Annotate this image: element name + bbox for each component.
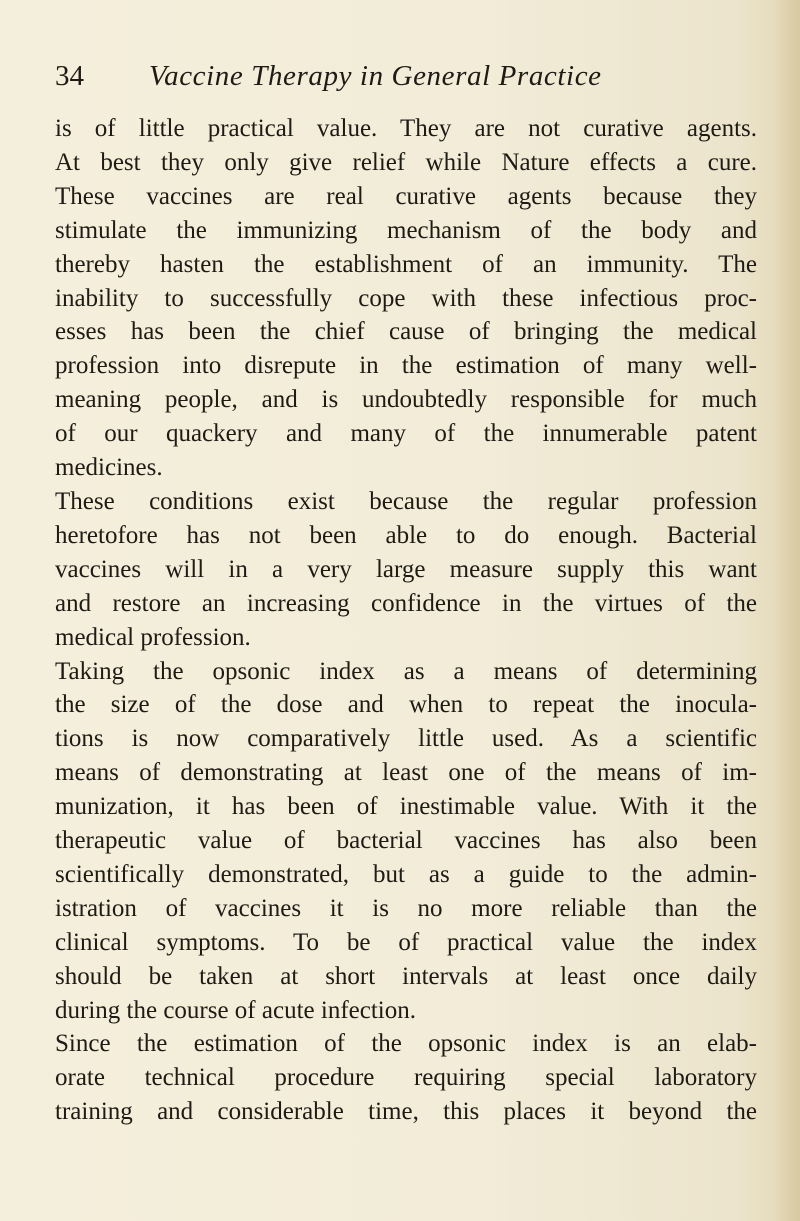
page-edge-shadow bbox=[774, 0, 800, 1221]
text-line: medical profession. bbox=[55, 623, 251, 651]
text-line: during the course of acute infection. bbox=[55, 996, 416, 1024]
text-line: These conditions exist because the regular profession bbox=[55, 487, 757, 515]
text-line: esses has been the chief cause of bringing the medical bbox=[55, 318, 757, 346]
text-line: and restore an increasing confidence in the virtues of the bbox=[55, 589, 757, 617]
text-line: heretofore has not been able to do enough. Bacterial bbox=[55, 521, 757, 549]
text-line: means of demonstrating at least one of the means of im- bbox=[55, 759, 757, 787]
text-line: therapeutic value of bacterial vaccines has also been bbox=[55, 827, 757, 855]
paragraph bbox=[55, 1027, 757, 1129]
text-line: profession into disrepute in the estimation of many well- bbox=[55, 352, 757, 380]
text-line: is of little practical value. They are not curative agents. bbox=[55, 115, 757, 142]
text-line: scientifically demonstrated, but as a guide to the admin- bbox=[55, 860, 757, 888]
text-line: meaning people, and is undoubtedly responsible for much bbox=[55, 386, 757, 414]
text-line: orate technical procedure requiring special laboratory bbox=[55, 1064, 757, 1092]
text-line: the size of the dose and when to repeat the inocula- bbox=[55, 691, 757, 719]
text-line: Taking the opsonic index as a means of determining bbox=[55, 657, 757, 685]
text-line: At best they only give relief while Nature effects a cure. bbox=[55, 148, 757, 176]
text-line: training and considerable time, this places it beyond the bbox=[55, 1098, 757, 1126]
text-line: of our quackery and many of the innumerable patent bbox=[55, 420, 757, 448]
text-line: istration of vaccines it is no more reliable than the bbox=[55, 894, 757, 922]
text-line: tions is now comparatively little used. As a scientific bbox=[55, 725, 757, 753]
text-line: inability to successfully cope with these infectious proc- bbox=[55, 284, 757, 312]
paragraph bbox=[55, 112, 757, 485]
paragraph bbox=[55, 485, 757, 655]
text-line: clinical symptoms. To be of practical value the index bbox=[55, 928, 757, 956]
text-line: stimulate the immunizing mechanism of the body and bbox=[55, 216, 757, 244]
running-header bbox=[55, 58, 755, 94]
text-line: munization, it has been of inestimable value. With it the bbox=[55, 793, 757, 821]
body-text bbox=[55, 112, 757, 1129]
text-line: should be taken at short intervals at least once daily bbox=[55, 962, 757, 990]
text-line: These vaccines are real curative agents because they bbox=[55, 182, 757, 210]
text-line: thereby hasten the establishment of an immunity. The bbox=[55, 250, 757, 278]
text-line: Since the estimation of the opsonic index is an elab- bbox=[55, 1030, 757, 1058]
text-line: vaccines will in a very large measure supply this want bbox=[55, 555, 757, 583]
running-title: Vaccine Therapy in General Practice bbox=[149, 60, 602, 92]
text-line: medicines. bbox=[55, 454, 163, 482]
page-number: 34 bbox=[55, 60, 84, 92]
paragraph bbox=[55, 655, 757, 1028]
